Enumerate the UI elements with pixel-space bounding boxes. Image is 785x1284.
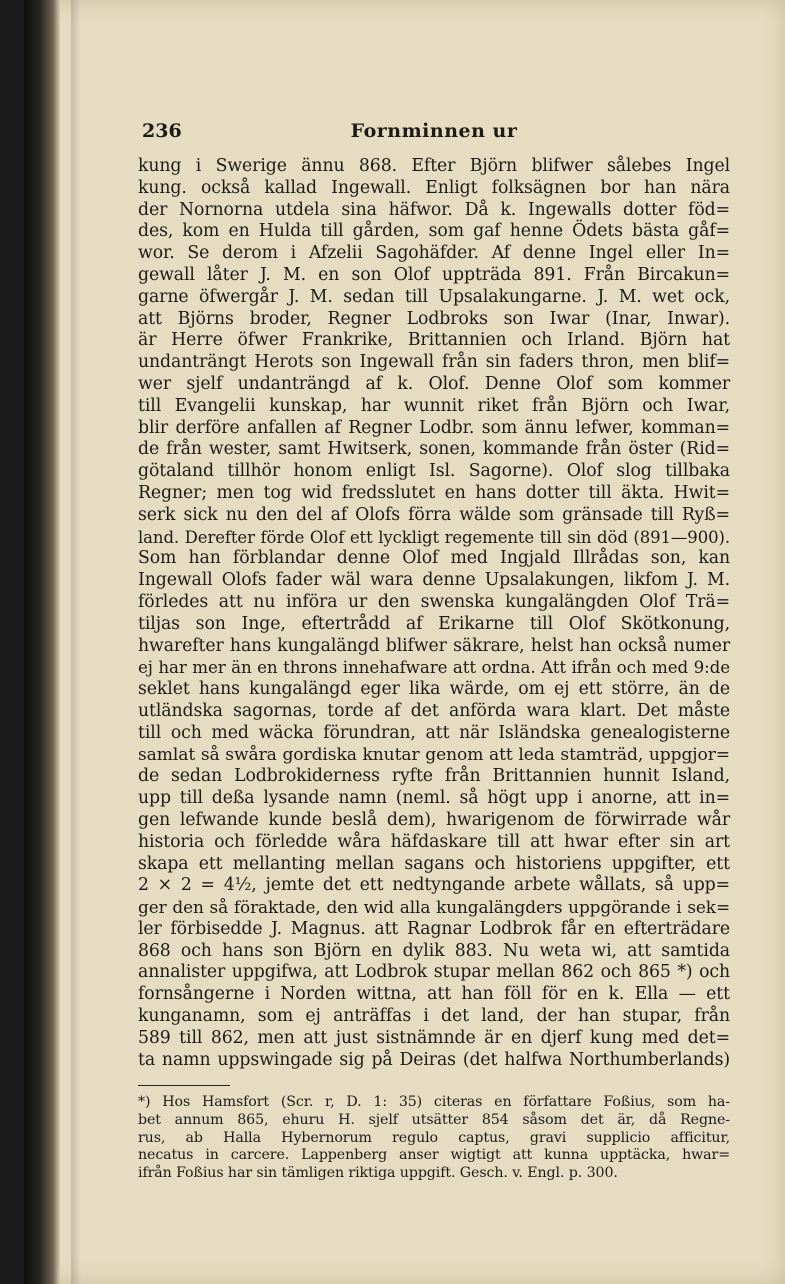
running-header — [138, 120, 730, 156]
footnote-line: necatus in carcere. Lappenberg anser wigtigt att kunna upptäcka, hwar= — [138, 1147, 730, 1164]
text-line: upp till deßa lysande namn (neml. så högt upp i anorne, att in= — [138, 788, 730, 809]
text-line: förledes att nu införa ur den swenska kungalängden Olof Trä= — [138, 591, 730, 612]
text-line: fornsångerne i Norden wittna, att han föll för en k. Ella — ett — [138, 984, 730, 1005]
text-line: samlat så swåra gordiska knutar genom att leda stamträd, uppgjor= — [138, 744, 730, 765]
text-line: ler förbisedde J. Magnus. att Ragnar Lodbrok får en efterträdare — [138, 918, 730, 939]
book-spine — [24, 0, 60, 1284]
text-line: undanträngt Herots son Ingewall från sin faders thron, men blif= — [138, 352, 730, 373]
text-line: ta namn uppswingade sig på Deiras (det halfwa Northumberlands) — [138, 1049, 730, 1070]
text-line: seklet hans kungalängd eger lika wärde, om ej ett större, än de — [138, 679, 730, 700]
footnote — [138, 1094, 730, 1182]
text-line: är Herre öfwer Frankrike, Brittannien och Irland. Björn hat — [138, 330, 730, 351]
text-line: ger den så föraktade, den wid alla kungalängders uppgörande i sek= — [138, 897, 730, 918]
text-line: gewall låter J. M. en son Olof uppträda 891. Från Bircakun= — [138, 264, 730, 285]
text-line: kung i Swerige ännu 868. Efter Björn blifwer sålebes Ingel — [138, 156, 730, 176]
text-line: 2 × 2 = 4½, jemte det ett nedtyngande arbete wållats, så upp= — [138, 875, 730, 896]
footnote-line: ifrån Foßius har sin tämligen riktiga uppgift. Gesch. v. Engl. p. 300. — [138, 1164, 618, 1181]
text-line: de sedan Lodbrokiderness ryfte från Brittannien hunnit Island, — [138, 766, 730, 787]
text-line: Som han förblandar denne Olof med Ingjald Illrådas son, kan — [138, 548, 730, 569]
text-line: hwarefter hans kungalängd blifwer säkrare, helst han också numer — [138, 635, 730, 656]
page-edge-shadow — [71, 0, 81, 1284]
text-line: land. Derefter förde Olof ett lyckligt regemente till sin död (891—900). — [138, 527, 730, 547]
text-line: des, kom en Hulda till gården, som gaf henne Ödets bästa gåf= — [138, 221, 730, 242]
text-line: der Nornorna utdela sina häfwor. Då k. Ingewalls dotter föd= — [138, 199, 730, 220]
text-line: wer sjelf undanträngd af k. Olof. Denne Olof som kommer — [138, 373, 730, 394]
body-text — [138, 156, 730, 1071]
footnote-line: *) Hos Hamsfort (Scr. r, D. 1: 35) citeras en författare Foßius, som ha- — [138, 1094, 730, 1111]
text-block — [138, 120, 730, 1182]
page-number: 236 — [142, 120, 182, 142]
text-line: Ingewall Olofs fader wäl wara denne Upsalakungen, likfom J. M. — [138, 570, 730, 591]
text-line: historia och förledde wåra häfdaskare till att hwar efter sin art — [138, 831, 730, 852]
text-line: blir derföre anfallen af Regner Lodbr. som ännu lefwer, komman= — [138, 417, 730, 438]
text-line: de från wester, samt Hwitserk, sonen, kommande från öster (Rid= — [138, 439, 730, 460]
text-line: wor. Se derom i Afzelii Sagohäfder. Af denne Ingel eller In= — [138, 243, 730, 264]
text-line: götaland tillhör honom enligt Isl. Sagorne). Olof slog tillbaka — [138, 461, 730, 482]
footnote-line: rus, ab Halla Hybernorum regulo captus, gravi supplicio afficitur, — [138, 1129, 730, 1146]
running-title: Fornminnen ur — [350, 120, 518, 142]
book-page — [24, 0, 785, 1284]
text-line: ej har mer än en throns innehafware att ordna. Att ifrån och med 9:de — [138, 657, 730, 678]
text-line: serk sick nu den del af Olofs förra wälde som gränsade till Ryß= — [138, 504, 730, 525]
text-line: till Evangelii kunskap, har wunnit riket från Björn och Iwar, — [138, 395, 730, 416]
text-line: skapa ett mellanting mellan sagans och historiens uppgifter, ett — [138, 853, 730, 874]
text-line: att Björns broder, Regner Lodbroks son Iwar (Inar, Inwar). — [138, 308, 730, 329]
text-line: kunganamn, som ej anträffas i det land, der han stupar, från — [138, 1006, 730, 1027]
text-line: Regner; men tog wid fredsslutet en hans dotter till äkta. Hwit= — [138, 482, 730, 503]
text-line: kung. också kallad Ingewall. Enligt folksägnen bor han nära — [138, 177, 730, 198]
footnote-line: bet annum 865, ehuru H. sjelf utsätter 854 såsom det är, då Regne- — [138, 1112, 730, 1129]
text-line: garne öfwergår J. M. sedan till Upsalakungarne. J. M. wet ock, — [138, 286, 730, 307]
text-line: 868 och hans son Björn en dylik 883. Nu weta wi, att samtida — [138, 940, 730, 961]
text-line: utländska sagornas, torde af det anförda wara klart. Det måste — [138, 700, 730, 721]
text-line: annalister uppgifwa, att Lodbrok stupar mellan 862 och 865 *) och — [138, 962, 730, 983]
footnote-rule — [138, 1085, 230, 1086]
text-line: till och med wäcka förundran, att när Isländska genealogisterne — [138, 722, 730, 743]
text-line: tiljas son Inge, eftertrådd af Erikarne till Olof Skötkonung, — [138, 613, 730, 634]
text-line: gen lefwande kunde beslå dem), hwarigenom de förwirrade wår — [138, 809, 730, 830]
text-line: 589 till 862, men att just sistnämnde är en djerf kung med det= — [138, 1027, 730, 1048]
